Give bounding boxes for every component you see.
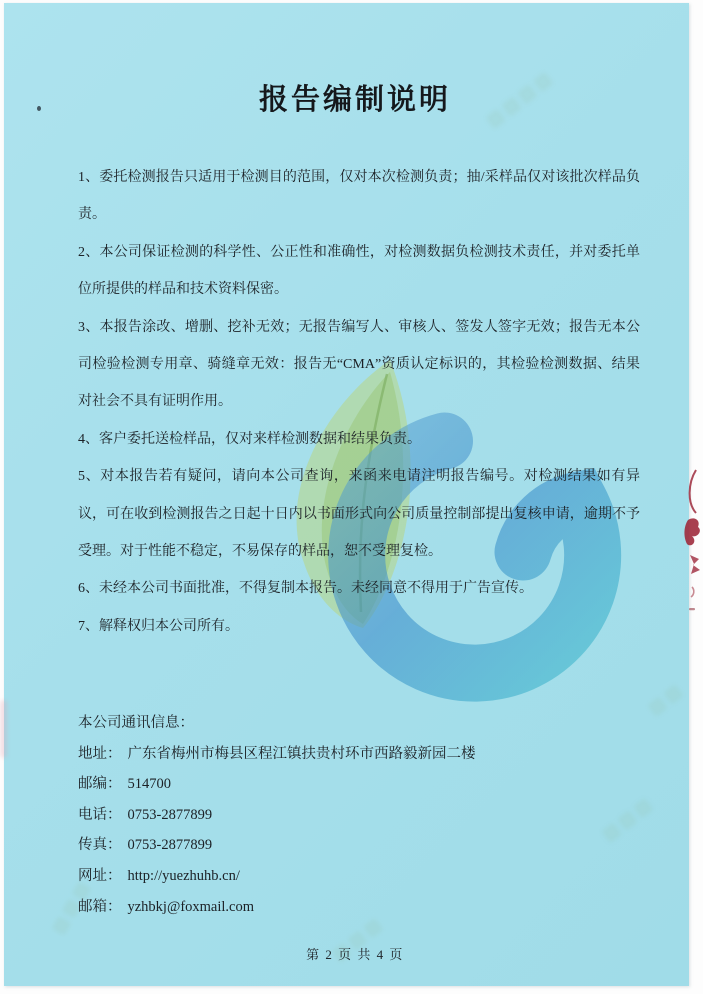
contact-label: 邮编： [78, 776, 122, 793]
seal-blob [684, 518, 699, 545]
contact-info [78, 708, 640, 922]
ghost-mark [663, 684, 684, 705]
contact-value: 0753-2877899 [127, 837, 213, 854]
contact-label: 传真： [78, 837, 122, 854]
contact-value: 514700 [127, 776, 171, 793]
note-item-5: 5、对本报告若有疑问，请向本公司查询，来函来电请注明报告编号。对检测结果如有异议，可在收到检测报告之日起十日内以书面形式向公司质量控制部提出复核申请，逾期不予受理。对于性能不稳定，不易保存的样品，恕不受理复检。 [78, 469, 640, 560]
seal-mark-small [691, 587, 694, 597]
note-item-2: 2、本公司保证检测的科学性、公正性和准确性，对检测数据负检测技术责任，并对委托单位所提供的样品和技术资料保密。 [78, 244, 640, 298]
contact-row-email [78, 892, 640, 923]
edge-smudge [0, 700, 7, 758]
contact-row-fax [78, 830, 640, 861]
page-title: 报告编制说明 [258, 84, 451, 116]
red-seal-edge-mark [682, 465, 703, 615]
contact-row-phone [78, 800, 640, 831]
contact-heading: 本公司通讯信息： [78, 715, 194, 731]
note-item-4: 4、客户委托送检样品，仅对来样检测数据和结果负责。 [78, 431, 421, 447]
seal-mark [690, 555, 700, 574]
contact-row-zipcode [78, 769, 640, 800]
ghost-mark [647, 696, 668, 717]
contact-label: 邮箱： [78, 898, 122, 915]
note-item-6: 6、未经本公司书面批准，不得复制本报告。未经同意不得用于广告宣传。 [78, 581, 533, 597]
scan-speck [37, 106, 41, 111]
document-page [4, 3, 689, 986]
contact-label: 电话： [78, 806, 122, 823]
note-item-7: 7、解释权归本公司所有。 [78, 618, 239, 634]
page-number-indicator: 第 2 页 共 4 页 [306, 947, 404, 962]
ghost-mark [51, 916, 71, 936]
note-item-3: 3、本报告涂改、增删、挖补无效；无报告编写人、审核人、签发人签字无效；报告无本公司检验检测专用章、骑缝章无效：报告无“CMA”资质认定标识的，其检验检测数据、结果对社会不具有证明作用。 [78, 319, 640, 410]
contact-value: yzhbkj@foxmail.com [127, 898, 255, 915]
contact-label: 地址： [78, 745, 122, 762]
seal-stroke [690, 470, 696, 513]
contact-value: 0753-2877899 [127, 806, 213, 823]
contact-value: http://yuezhuhb.cn/ [127, 867, 240, 884]
contact-row-website [78, 861, 640, 892]
contact-row-address [78, 739, 640, 770]
notes-list [78, 159, 640, 645]
ghost-watermark [647, 684, 684, 717]
contact-label: 网址： [78, 867, 122, 884]
seal-dash [689, 608, 695, 610]
note-item-1: 1、委托检测报告只适用于检测目的范围，仅对本次检测负责；抽/采样品仅对该批次样品负责。 [78, 170, 640, 223]
contact-value: 广东省梅州市梅县区程江镇扶贵村环市西路毅新园二楼 [127, 745, 476, 762]
